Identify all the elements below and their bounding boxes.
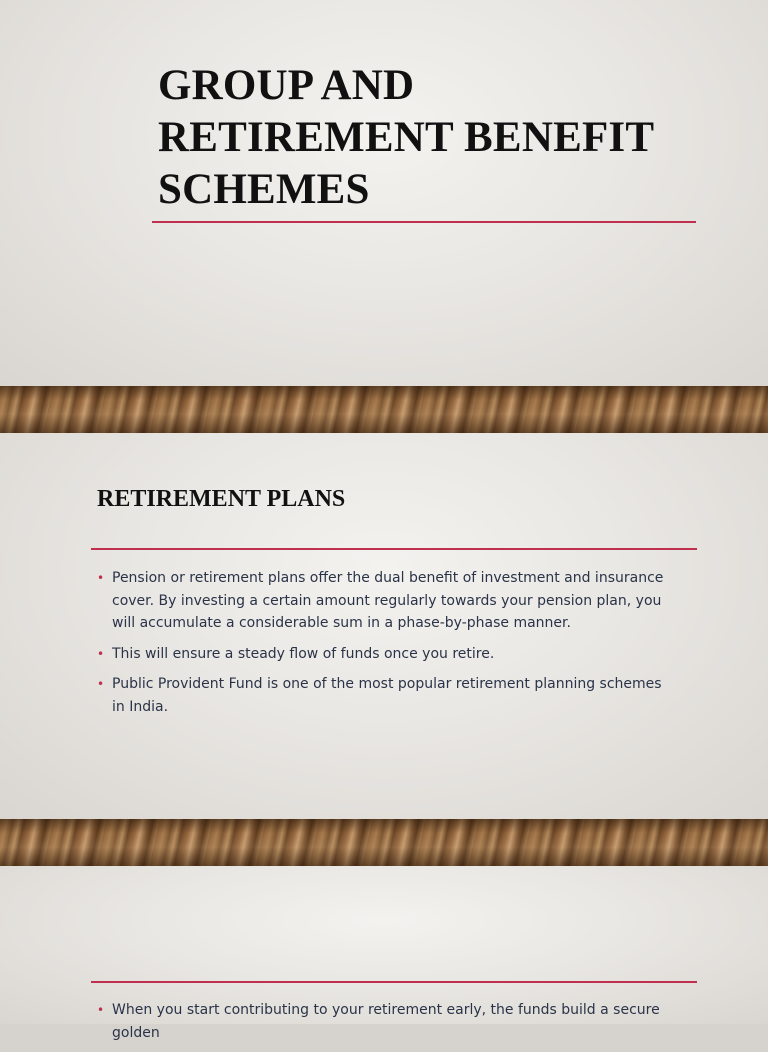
slide-1-title-line-3: SCHEMES xyxy=(158,166,370,213)
slide-3-divider xyxy=(91,981,697,983)
bullet-icon: • xyxy=(97,677,105,691)
wood-floor-separator xyxy=(0,819,768,866)
bullet-icon: • xyxy=(97,571,105,585)
slide-2-divider xyxy=(91,548,697,550)
bullet-text: Pension or retirement plans offer the dual benefit of investment and insurance cover. By investing a certain amount regularly towards your pension plan, you will accumulate a considerable sum in a phase-by-phase manner. xyxy=(112,570,664,631)
list-item xyxy=(97,567,677,635)
slide-1-divider xyxy=(152,221,696,223)
slide-1-title xyxy=(158,60,718,216)
bullet-icon: • xyxy=(97,1003,105,1017)
slide-1-title-line-2: RETIREMENT BENEFIT xyxy=(158,114,655,161)
bullet-text: When you start contributing to your retirement early, the funds build a secure golden xyxy=(112,1002,660,1041)
bullet-text: Public Provident Fund is one of the most popular retirement planning schemes in India. xyxy=(112,676,662,715)
bullet-icon: • xyxy=(97,646,105,661)
slide-3-bullet-list xyxy=(97,999,677,1052)
wood-floor-separator xyxy=(0,386,768,433)
bullet-text: This will ensure a steady flow of funds once you retire. xyxy=(112,645,495,662)
list-item xyxy=(97,999,677,1044)
slide-2-bullet-list xyxy=(97,567,677,726)
slide-2-title: RETIREMENT PLANS xyxy=(97,486,346,512)
list-item xyxy=(97,673,677,718)
list-item xyxy=(97,643,677,666)
slide-1-title-line-1: GROUP AND xyxy=(158,62,415,109)
